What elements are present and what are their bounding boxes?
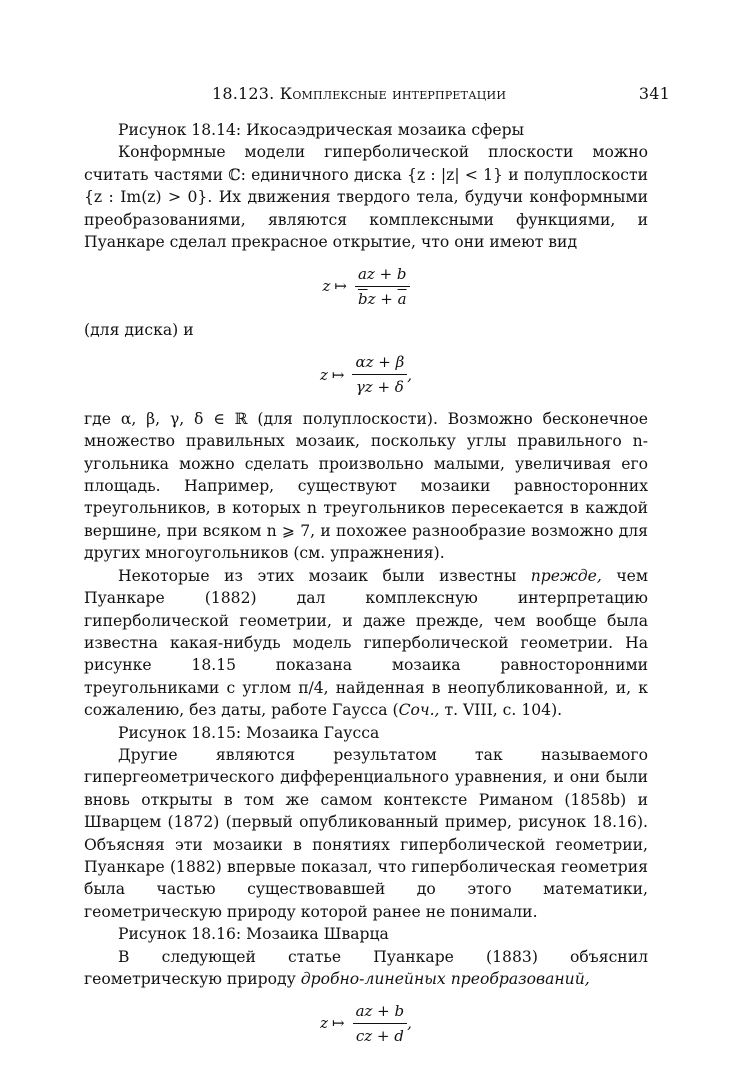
numerator: αz + β: [352, 352, 407, 375]
paragraph-gauss-tiling: [84, 565, 648, 722]
text-run: т. VIII, с. 104).: [439, 701, 563, 720]
figure-caption-18-15: Рисунок 18.15: Мозаика Гаусса: [118, 723, 380, 742]
conjugate-b: $\overline{b}$: [357, 289, 368, 308]
numerator: az + b: [355, 264, 410, 287]
page-number: 341: [638, 84, 670, 103]
maps-to-symbol: ↦: [334, 277, 347, 296]
maps-to-symbol: ↦: [331, 365, 345, 384]
formula-trailing-comma: ,: [407, 1014, 412, 1033]
paragraph-conformal-models: Конформные модели гиперболической плоскости можно считать частями ℂ: единичного диска {z : |z| < 1} и полуплоскости {z : Im(z) > 0}. Их движения твердого тела, будучи конформными преобразованиями, являются комплексными функциями, и Пуанкаре сделал прекрасное открытие, что они имеют вид: [84, 143, 648, 252]
emphasis-works: Соч.,: [398, 701, 440, 720]
fraction: [352, 352, 407, 397]
figure-caption-18-16: Рисунок 18.16: Мозаика Шварца: [118, 925, 389, 944]
denominator: γz + δ: [355, 378, 404, 397]
emphasis-before: прежде,: [530, 566, 602, 585]
paragraph-infinite-tilings: где α, β, γ, δ ∈ ℝ (для полуплоскости). Возможно бесконечное множество правильных мозаик, поскольку углы правильного n-угольника можно сделать произвольно малыми, увеличивая его площадь. Например, существуют мозаики равносторонних треугольников, в которых n треугольников пересекается в каждой вершине, при всяком n ⩾ 7, и похожее разнообразие возможно для других многоугольников (см. упражнения).: [84, 409, 648, 563]
emphasis-transformations: дробно-линейных преобразований,: [300, 970, 590, 988]
numerator: az + b: [353, 1001, 408, 1024]
paragraph-hypergeometric: Другие являются результатом так называемого гипергеометрического дифференциального уравнения, и они были вновь открыты в том же самом контексте Риманом (1858b) и Шварцем (1872) (первый опубликованный пример, рисунок 18.16). Объясняя эти мозаики в понятиях гиперболической геометрии, Пуанкаре (1882) впервые показал, что гиперболическая геометрия была частью существовавшей до этого математики, геометрическую природу которой ранее не понимали.: [84, 745, 648, 921]
paragraph-linear-fractional: [84, 946, 648, 991]
formula-disk-motion: [84, 253, 648, 319]
text-run: Некоторые из этих мозаик были известны: [118, 566, 531, 585]
body-text: [84, 119, 648, 1056]
denominator: [355, 287, 410, 309]
paragraph-for-disk: (для диска) и: [84, 321, 194, 340]
denominator: cz + d: [355, 1026, 404, 1045]
section-title: 18.123. Комплексные интерпретации: [212, 84, 507, 103]
formula-lhs: z: [322, 277, 331, 296]
maps-to-symbol: ↦: [331, 1014, 345, 1033]
running-header: [60, 84, 670, 108]
formula-halfplane-motion: [84, 342, 648, 408]
conjugate-a: $\overline{a}$: [397, 289, 407, 308]
text-run: чем Пуанкаре (1882) дал комплексную интерпретацию гиперболической геометрии, и даже прежде, чем вообще была известна какая-нибудь модель гиперболической геометрии. На рисунке 18.15 показана мозаика равносторонними треугольниками с углом π/4, найденная в неопубликованной, и, к сожалению, без даты, работе Гаусса (: [84, 566, 648, 720]
formula-lhs: z: [319, 365, 328, 384]
figure-caption-18-14: Рисунок 18.14: Икосаэдрическая мозаика сферы: [118, 121, 524, 139]
denominator-mid: z +: [367, 289, 398, 308]
formula-linear-fractional: [84, 990, 648, 1056]
text-run: В следующей статье Пуанкаре (1883) объяснил геометрическую природу: [84, 947, 648, 988]
formula-lhs: z: [320, 1014, 328, 1033]
fraction: [353, 1001, 408, 1046]
formula-trailing-comma: ,: [407, 365, 413, 384]
fraction: [355, 264, 410, 309]
